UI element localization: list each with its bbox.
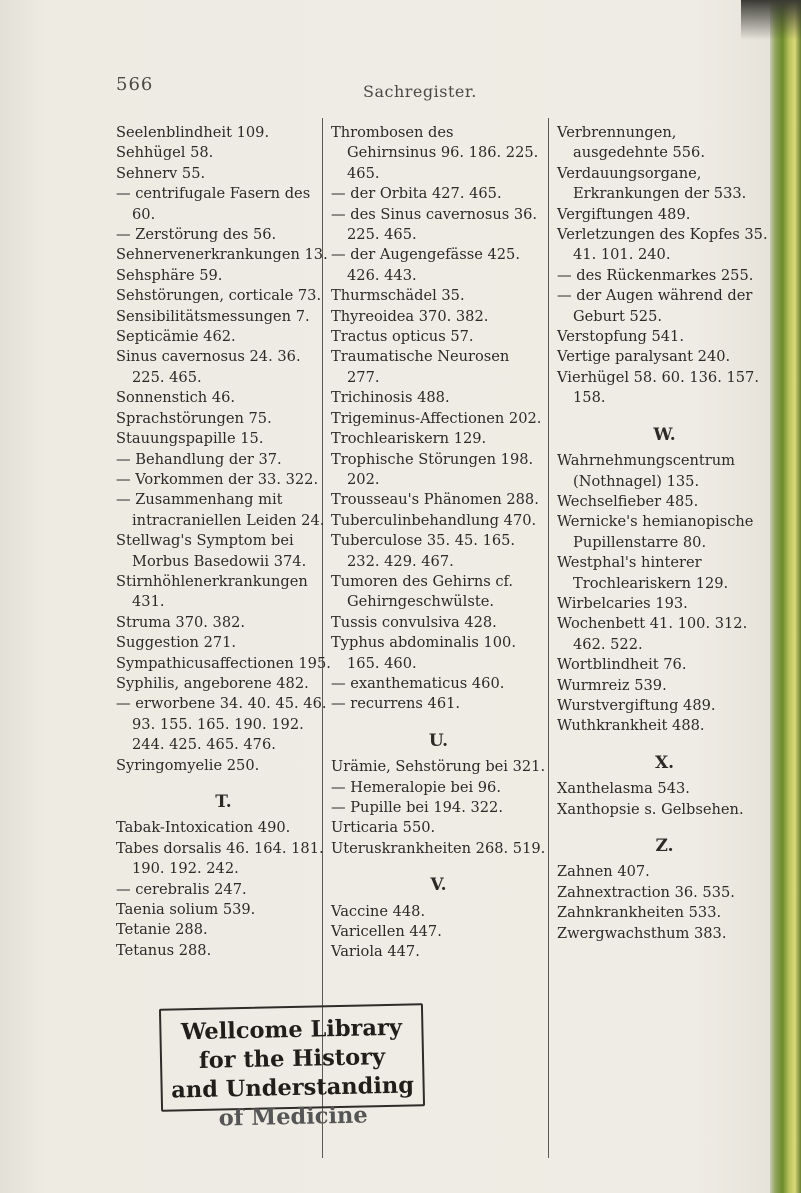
index-entry: Tetanus 288. bbox=[116, 941, 212, 959]
page-edge bbox=[770, 0, 801, 1193]
section-letter: W. bbox=[653, 424, 676, 445]
index-entry: — Zerstörung des 56. bbox=[116, 226, 277, 244]
index-entry: — cerebralis 247. bbox=[116, 880, 247, 898]
index-entry: — der Augengefässe 425. 426. 443. bbox=[331, 246, 520, 284]
index-entry: Tuberculose 35. 45. 165. 232. 429. 467. bbox=[331, 532, 516, 570]
index-entry: Sehsphäre 59. bbox=[116, 266, 223, 284]
index-entry: Sympathicusaffectionen 195. bbox=[116, 654, 331, 672]
index-entry: Tussis convulsiva 428. bbox=[331, 613, 497, 631]
index-entry: — Pupille bei 194. 322. bbox=[331, 799, 503, 816]
index-entry: — des Rückenmarkes 255. bbox=[557, 266, 754, 284]
index-entry: — der Augen während der Geburt 525. bbox=[557, 287, 753, 325]
running-head: Sachregister. bbox=[363, 82, 477, 101]
index-entry: Sinus cavernosus 24. 36. 225. 465. bbox=[116, 348, 301, 386]
stamp-line: and Understanding bbox=[171, 1072, 415, 1104]
index-entry: — exanthematicus 460. bbox=[331, 674, 505, 692]
index-entry: Suggestion 271. bbox=[116, 634, 237, 652]
index-column-3 bbox=[557, 123, 772, 944]
index-entry: Vaccine 448. bbox=[331, 902, 426, 920]
section-letter: X. bbox=[654, 752, 675, 773]
index-entry: Wechselfieber 485. bbox=[557, 492, 699, 510]
index-entry: Thrombosen des Gehirnsinus 96. 186. 225. 465. bbox=[331, 124, 539, 182]
index-entry: Verletzungen des Kopfes 35. 41. 101. 240. bbox=[557, 226, 768, 264]
index-entry: — erworbene 34. 40. 45. 46. 93. 155. 165. 190. 192. 244. 425. 465. 476. bbox=[116, 695, 327, 754]
index-entry: Thurmschädel 35. bbox=[331, 287, 465, 305]
index-entry: Wuthkrankheit 488. bbox=[557, 717, 705, 735]
index-entry: — Hemeralopie bei 96. bbox=[331, 778, 501, 796]
index-entry: Urämie, Sehstörung bei 321. bbox=[331, 758, 546, 776]
index-entry: Trichinosis 488. bbox=[331, 389, 450, 407]
index-entry: Vierhügel 58. 60. 136. 157. 158. bbox=[557, 368, 759, 407]
index-entry: Wurmreiz 539. bbox=[557, 676, 667, 694]
index-entry: — Behandlung der 37. bbox=[116, 450, 282, 468]
index-entry: Sehnerv 55. bbox=[116, 164, 206, 182]
section-letter: V. bbox=[430, 875, 447, 896]
index-column-2 bbox=[331, 123, 546, 963]
index-entry: Verstopfung 541. bbox=[557, 328, 684, 346]
index-entry: — centrifugale Fasern des 60. bbox=[116, 185, 311, 223]
index-entry: Varicellen 447. bbox=[331, 923, 442, 941]
index-entry: Wernicke's hemianopische Pupillenstarre 80. bbox=[557, 513, 754, 551]
stamp-line: for the History bbox=[198, 1044, 386, 1074]
index-entry: Stirnhöhlenerkrankungen 431. bbox=[116, 572, 308, 611]
index-column-1 bbox=[116, 123, 331, 961]
page-number: 566 bbox=[116, 74, 154, 95]
section-letter: T. bbox=[215, 792, 232, 812]
index-entry: Urticaria 550. bbox=[331, 819, 436, 837]
index-entry: Tetanie 288. bbox=[116, 921, 208, 939]
index-entry: Tumoren des Gehirns cf. Gehirngeschwülste. bbox=[331, 572, 514, 611]
index-entry: Tractus opticus 57. bbox=[331, 328, 474, 346]
index-entry: — der Orbita 427. 465. bbox=[331, 185, 502, 203]
stamp-line: Wellcome Library bbox=[180, 1014, 403, 1046]
index-entry: Sehnervenerkrankungen 13. bbox=[116, 246, 328, 264]
stamp-line: of Medicine bbox=[218, 1102, 368, 1132]
index-entry: — recurrens 461. bbox=[331, 695, 461, 713]
index-entry: Wortblindheit 76. bbox=[557, 656, 687, 674]
index-entry: Variola 447. bbox=[331, 943, 420, 961]
index-entry: Zahnkrankheiten 533. bbox=[557, 904, 722, 922]
index-entry: Zahnen 407. bbox=[557, 863, 650, 881]
index-entry: — Zusammenhang mit intracraniellen Leiden 24. bbox=[116, 491, 325, 529]
index-entry: Stellwag's Symptom bei Morbus Basedowii 374. bbox=[116, 532, 307, 570]
index-entry: Tabak-Intoxication 490. bbox=[116, 819, 291, 837]
index-entry: Trigeminus-Affectionen 202. bbox=[331, 409, 542, 427]
index-entry: Sprachstörungen 75. bbox=[116, 409, 272, 427]
index-entry: Trousseau's Phänomen 288. bbox=[331, 491, 539, 509]
index-entry: Zwergwachsthum 383. bbox=[557, 924, 727, 942]
index-entry: Verbrennungen, ausgedehnte 556. bbox=[557, 124, 705, 162]
index-entry: Trochleariskern 129. bbox=[331, 430, 487, 448]
index-entry: Sehhügel 58. bbox=[116, 144, 214, 162]
index-entry: Trophische Störungen 198. 202. bbox=[331, 450, 534, 488]
index-entry: Wurstvergiftung 489. bbox=[557, 696, 716, 714]
index-entry: Taenia solium 539. bbox=[116, 901, 256, 919]
column-rule bbox=[548, 118, 549, 1158]
index-entry: Tabes dorsalis 46. 164. 181. 190. 192. 242. bbox=[116, 839, 324, 878]
index-entry: — des Sinus cavernosus 36. 225. 465. bbox=[331, 205, 538, 244]
index-entry: Uteruskrankheiten 268. 519. bbox=[331, 839, 546, 857]
index-entry: Verdauungsorgane, Erkrankungen der 533. bbox=[557, 164, 747, 203]
section-letter: U. bbox=[428, 730, 449, 751]
index-entry: Syringomyelie 250. bbox=[116, 756, 260, 774]
index-entry: Tuberculinbehandlung 470. bbox=[331, 511, 537, 529]
index-entry: Syphilis, angeborene 482. bbox=[116, 674, 309, 692]
index-entry: Seelenblindheit 109. bbox=[116, 124, 270, 141]
section-letter: Z. bbox=[655, 836, 674, 856]
index-entry: Wahrnehmungscentrum (Nothnagel) 135. bbox=[557, 452, 735, 490]
index-entry: Xanthelasma 543. bbox=[557, 780, 690, 798]
index-entry: Traumatische Neurosen 277. bbox=[331, 348, 510, 386]
index-entry: — Vorkommen der 33. 322. bbox=[116, 470, 319, 488]
index-entry: Sonnenstich 46. bbox=[116, 389, 236, 407]
index-entry: Stauungspapille 15. bbox=[116, 430, 264, 448]
library-stamp bbox=[159, 1003, 425, 1132]
index-entry: Sensibilitätsmessungen 7. bbox=[116, 307, 310, 325]
index-entry: Wirbelcaries 193. bbox=[557, 594, 688, 612]
index-entry: Xanthopsie s. Gelbsehen. bbox=[557, 800, 744, 818]
index-entry: Sehstörungen, corticale 73. bbox=[116, 287, 322, 305]
index-entry: Thyreoidea 370. 382. bbox=[331, 307, 489, 325]
index-entry: Typhus abdominalis 100. 165. 460. bbox=[331, 634, 516, 672]
index-entry: Zahnextraction 36. 535. bbox=[557, 883, 735, 901]
index-entry: Wochenbett 41. 100. 312. 462. 522. bbox=[557, 615, 748, 653]
page-edge-shadow bbox=[741, 0, 801, 40]
index-entry: Septicämie 462. bbox=[116, 328, 236, 346]
index-entry: Vertige paralysant 240. bbox=[557, 348, 731, 366]
index-entry: Vergiftungen 489. bbox=[557, 205, 691, 223]
index-entry: Westphal's hinterer Trochleariskern 129. bbox=[557, 554, 729, 592]
index-entry: Struma 370. 382. bbox=[116, 613, 246, 631]
